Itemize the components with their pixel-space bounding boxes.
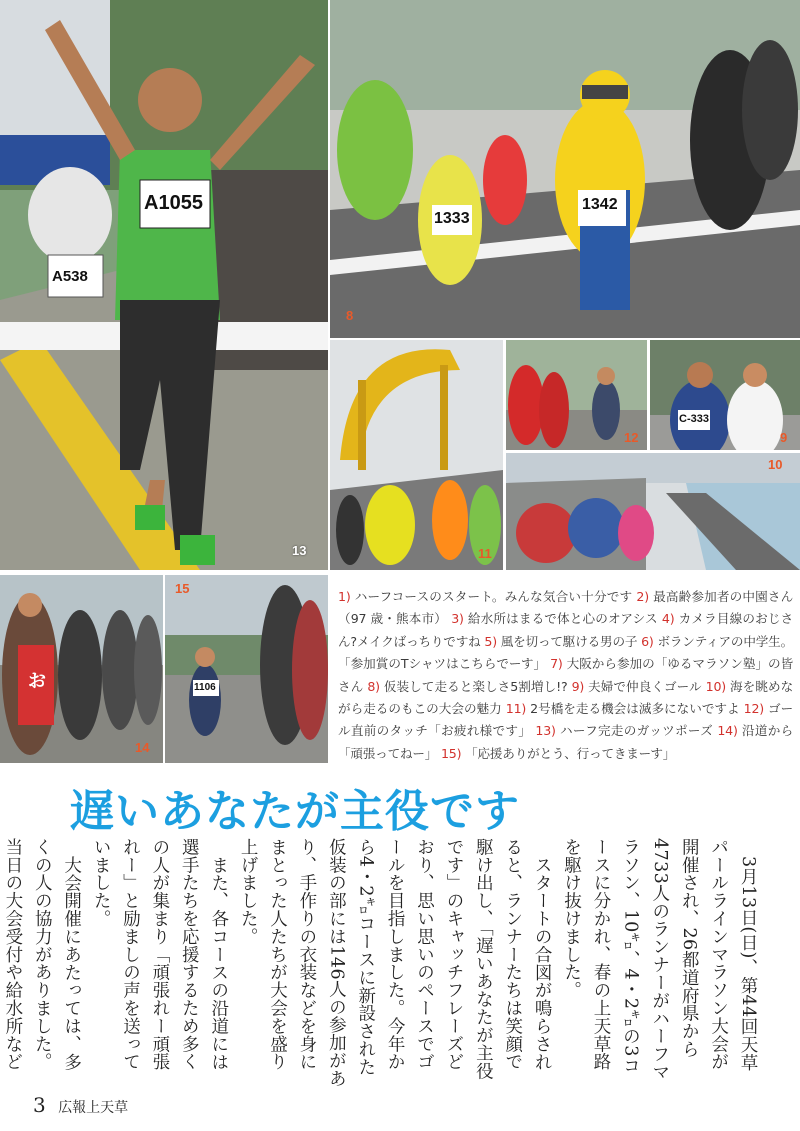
photo-number: 13 xyxy=(292,543,307,558)
photo-number: 14 xyxy=(135,740,150,755)
bib-label: 1333 xyxy=(434,210,470,227)
bib-label: A1055 xyxy=(144,192,203,214)
photo-11-bridge xyxy=(330,340,503,570)
caption-number: 3) xyxy=(451,611,468,627)
photo-captions xyxy=(338,586,793,771)
photo-number: 8 xyxy=(346,308,354,323)
bib-label: C-333 xyxy=(679,413,709,425)
photo-10-seaside-runners xyxy=(506,453,800,570)
body-paragraph: スタートの合図が鳴らされると、ランナーたちは笑顔で駆け出し、「遅いあなたが主役です」のキャッチフレーズどおり、思い思いのペースでゴールを目指しました。今年から4・2㌔コースに新設された仮装の部には146人の参加があり、手作りの衣装などを身にまとった人たちが大会を盛り上げました。 xyxy=(238,838,553,1088)
caption-number: 13) xyxy=(535,723,561,739)
body-paragraph: 3月13日(日)、第44回天草パールラインマラソン大会が開催され、26都道府県から4733人のランナーがハーフマラソン、10㌔、4・2㌔の3コースに分かれ、春の上天草路を駆け抜けました。 xyxy=(561,838,758,1082)
caption-text: 海を眺めながら走るのもこの大会の魅力 xyxy=(338,678,793,717)
caption-number: 7) xyxy=(550,656,567,672)
photo-number: 15 xyxy=(175,581,190,596)
caption-number: 9) xyxy=(571,678,589,694)
caption-number: 12) xyxy=(743,701,768,717)
article-body xyxy=(2,838,762,1088)
photo-number: 11 xyxy=(478,546,492,561)
caption-text: ハーフ完走のガッツポーズ xyxy=(560,723,714,739)
photo-9-couple-goal xyxy=(650,340,800,450)
caption-text: 夫婦で仲良くゴール xyxy=(588,678,702,694)
bib-label: A538 xyxy=(52,268,88,285)
photo-15-child-runner xyxy=(165,575,328,763)
caption-number: 1) xyxy=(338,589,355,604)
caption-text: ボランティアの中学生。「参加賞のTシャツはこちらでーす」 xyxy=(338,633,793,672)
body-paragraph: また、各コースの沿道には選手たちを応援するため多くの人が集まり「頑張れー頑張れー」と励ましの声を送っていました。 xyxy=(91,838,229,1071)
caption-number: 15) xyxy=(440,745,466,761)
caption-text: 「応援ありがとう、行ってきまーす」 xyxy=(465,745,676,761)
caption-number: 14) xyxy=(717,723,742,739)
caption-text: ゴール直前のタッチ「お疲れ様です」 xyxy=(338,701,793,739)
bib-label: 1342 xyxy=(582,196,618,213)
photo-13-finish-runner xyxy=(0,0,328,570)
page-footer xyxy=(33,1093,128,1117)
photo-14-spectators xyxy=(0,575,163,763)
caption-text: カメラ目線のおじさん?メイクばっちりですね xyxy=(338,611,793,649)
caption-number: 10) xyxy=(705,678,731,694)
caption-text: 沿道から「頑張ってねー」 xyxy=(338,723,793,761)
caption-number: 11) xyxy=(505,701,531,717)
caption-number: 8) xyxy=(367,678,384,694)
apron-text: お xyxy=(28,671,46,692)
photo-8-costume-runners xyxy=(330,0,800,338)
caption-text: 給水所はまるで体と心のオアシス xyxy=(467,611,658,627)
page-number: 3 xyxy=(33,1093,46,1117)
caption-text: 大阪から参加の「ゆるマラソン塾」の皆さん xyxy=(338,656,793,694)
caption-text: ハーフコースのスタート。みんな気合い十分です xyxy=(354,589,633,604)
caption-number: 2) xyxy=(636,589,654,604)
bib-label: 1106 xyxy=(194,682,216,693)
body-paragraph: 大会開催にあたっては、多くの人の協力がありました。当日の大会受付や給水所など xyxy=(2,838,82,1071)
article-headline: 遅いあなたが主役です xyxy=(70,786,520,837)
caption-text: 仮装して走ると楽しさ5割増し!? xyxy=(383,678,568,694)
caption-text: 2号橋を走る機会は滅多にないですよ xyxy=(530,701,740,717)
caption-number: 6) xyxy=(641,633,658,649)
photo-12-goal-touch xyxy=(506,340,647,450)
caption-number: 5) xyxy=(484,633,501,649)
caption-text: 風を切って駆ける男の子 xyxy=(500,633,638,649)
caption-text: 最高齢参加者の中園さん（97 歳・熊本市） xyxy=(338,589,793,627)
photo-number: 12 xyxy=(624,430,639,445)
photo-number: 10 xyxy=(768,457,783,472)
caption-number: 4) xyxy=(661,611,679,627)
photo-number: 9 xyxy=(780,430,788,445)
publication-name: 広報上天草 xyxy=(58,1100,129,1116)
